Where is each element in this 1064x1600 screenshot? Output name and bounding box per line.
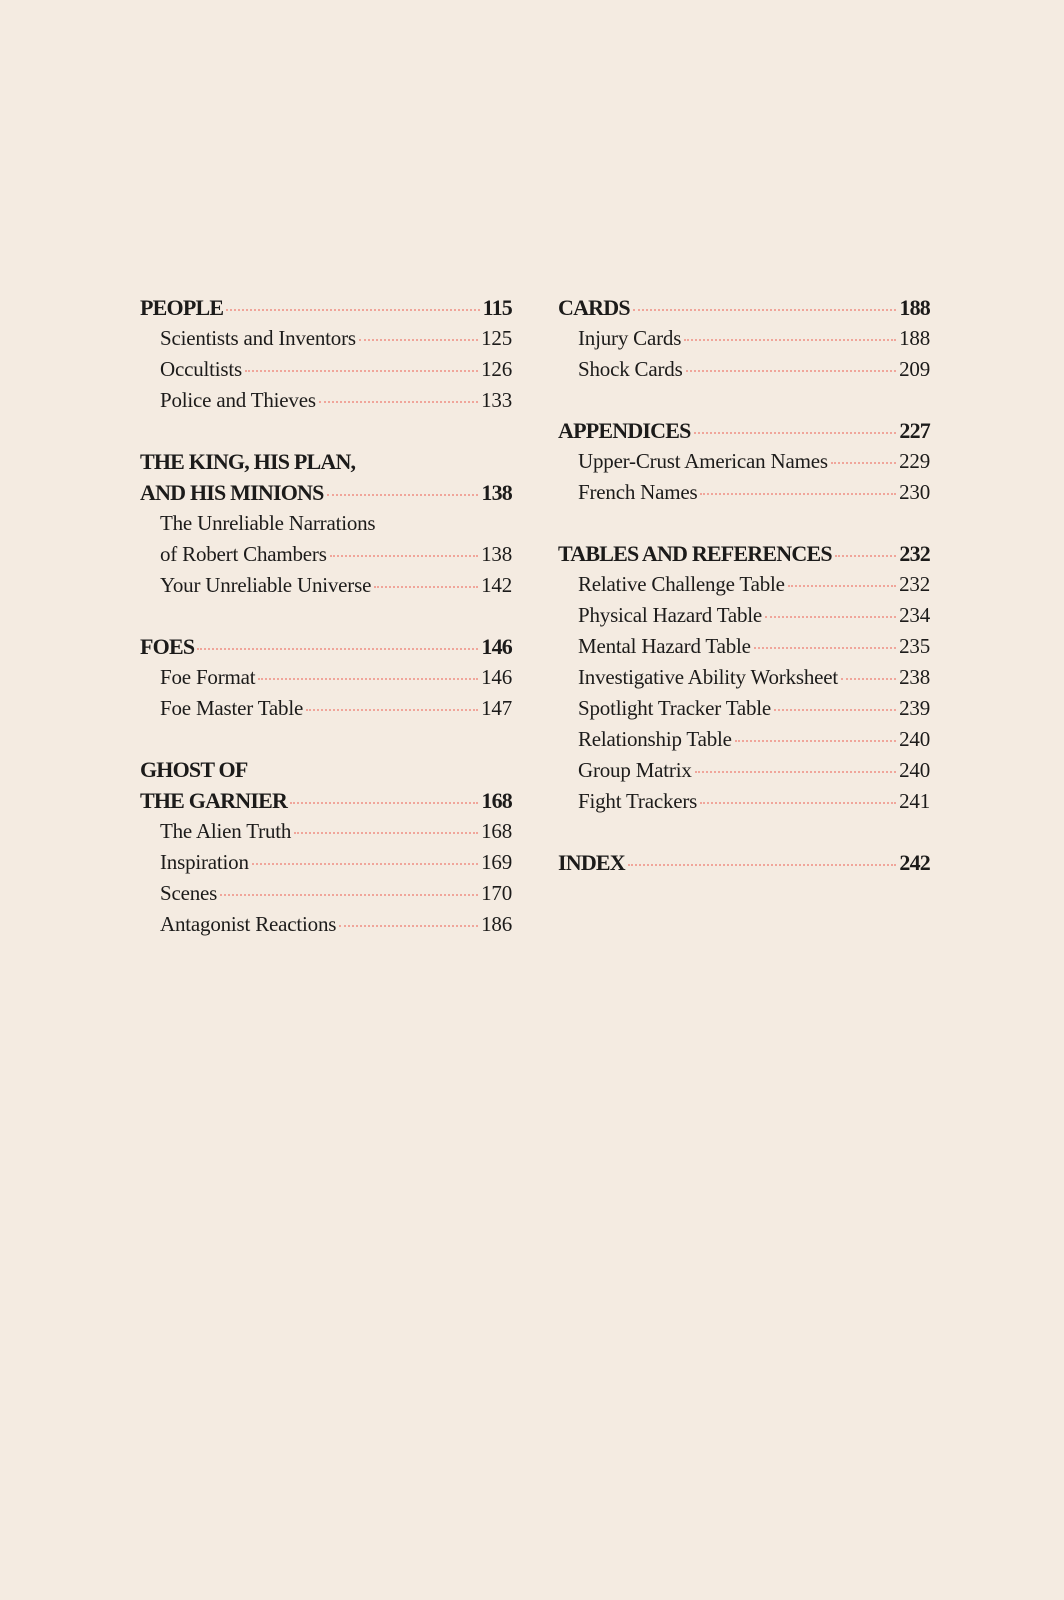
dot-leader (339, 925, 478, 927)
page-number: 138 (481, 542, 512, 566)
toc-entry[interactable] (140, 878, 512, 909)
page-number: 209 (899, 357, 930, 381)
toc-section-people (140, 292, 512, 416)
dot-leader (319, 401, 478, 403)
toc-entry[interactable] (140, 909, 512, 940)
section-title: THE KING, HIS PLAN, (140, 449, 356, 474)
toc-section-index (558, 847, 930, 878)
toc-entry[interactable] (140, 385, 512, 416)
page-number: 229 (899, 449, 930, 473)
toc-section-ghost-of-the-garnier (140, 754, 512, 940)
toc-entry[interactable] (558, 662, 930, 693)
dot-leader (628, 864, 896, 866)
entry-label: Foe Master Table (160, 696, 304, 720)
section-title: FOES (140, 634, 195, 659)
dot-leader (700, 802, 896, 804)
toc-section-heading[interactable] (140, 631, 512, 662)
toc-entry[interactable] (558, 755, 930, 786)
toc-entry[interactable] (558, 323, 930, 354)
page-number: 241 (899, 789, 930, 813)
entry-label: Investigative Ability Worksheet (578, 665, 839, 689)
toc-entry[interactable] (558, 446, 930, 477)
section-title: THE GARNIER (140, 788, 288, 813)
entry-label: The Unreliable Narrations (160, 511, 376, 535)
toc-entry[interactable] (140, 693, 512, 724)
toc-entry[interactable] (558, 354, 930, 385)
dot-leader (306, 709, 478, 711)
section-title: AND HIS MINIONS (140, 480, 324, 505)
page-number: 142 (481, 573, 512, 597)
dot-leader (700, 493, 896, 495)
dot-leader (735, 740, 896, 742)
page-number: 125 (481, 326, 512, 350)
toc-entry[interactable] (140, 662, 512, 693)
entry-label: Upper-Crust American Names (578, 449, 828, 473)
toc-section-heading[interactable] (558, 847, 930, 878)
entry-label: French Names (578, 480, 698, 504)
page-number: 188 (899, 295, 930, 320)
section-title: PEOPLE (140, 295, 224, 320)
entry-label: Your Unreliable Universe (160, 573, 372, 597)
toc-section-heading[interactable] (140, 754, 512, 785)
entry-label: Fight Trackers (578, 789, 698, 813)
toc-entry[interactable] (140, 816, 512, 847)
entry-label: Occultists (160, 357, 242, 381)
entry-label: Antagonist Reactions (160, 912, 337, 936)
section-title: CARDS (558, 295, 630, 320)
section-title: INDEX (558, 850, 625, 875)
dot-leader (694, 432, 897, 434)
entry-label: Physical Hazard Table (578, 603, 763, 627)
toc-entry[interactable] (140, 354, 512, 385)
entry-label: Shock Cards (578, 357, 683, 381)
toc-entry[interactable] (140, 847, 512, 878)
entry-label: Inspiration (160, 850, 249, 874)
table-of-contents (140, 292, 930, 970)
section-title: APPENDICES (558, 418, 691, 443)
page-number: 232 (899, 572, 930, 596)
page-number: 242 (899, 850, 930, 875)
dot-leader (197, 648, 478, 650)
toc-right-column (558, 292, 930, 970)
dot-leader (831, 462, 896, 464)
page-number: 126 (481, 357, 512, 381)
toc-section-heading[interactable] (140, 446, 512, 477)
dot-leader (290, 802, 478, 804)
page-number: 232 (899, 541, 930, 566)
page-number: 169 (481, 850, 512, 874)
dot-leader (835, 555, 897, 557)
toc-entry[interactable] (558, 693, 930, 724)
page-number: 146 (481, 665, 512, 689)
toc-entry[interactable] (558, 569, 930, 600)
toc-entry[interactable] (558, 477, 930, 508)
page-number: 170 (481, 881, 512, 905)
page-number: 147 (481, 696, 512, 720)
page-number: 239 (899, 696, 930, 720)
toc-entry[interactable] (558, 600, 930, 631)
page-number: 234 (899, 603, 930, 627)
dot-leader (765, 616, 896, 618)
dot-leader (686, 370, 897, 372)
entry-label: Police and Thieves (160, 388, 316, 412)
toc-section-appendices (558, 415, 930, 508)
toc-section-the-king-his-plan-and-his-minions (140, 446, 512, 601)
dot-leader (695, 771, 896, 773)
dot-leader (684, 339, 896, 341)
toc-entry[interactable] (140, 508, 512, 539)
toc-left-column (140, 292, 512, 970)
entry-label: Mental Hazard Table (578, 634, 751, 658)
page-number: 240 (899, 758, 930, 782)
dot-leader (788, 585, 896, 587)
page-number: 238 (899, 665, 930, 689)
toc-section-cards (558, 292, 930, 385)
dot-leader (754, 647, 896, 649)
section-title: TABLES AND REFERENCES (558, 541, 832, 566)
dot-leader (245, 370, 478, 372)
toc-entry[interactable] (558, 724, 930, 755)
toc-section-heading[interactable] (558, 292, 930, 323)
dot-leader (359, 339, 478, 341)
toc-section-heading[interactable] (140, 292, 512, 323)
dot-leader (327, 494, 479, 496)
entry-label: Relative Challenge Table (578, 572, 785, 596)
page-number: 188 (899, 326, 930, 350)
dot-leader (258, 678, 478, 680)
dot-leader (774, 709, 896, 711)
page-number: 168 (481, 788, 512, 813)
page-number: 168 (481, 819, 512, 843)
entry-label: Scenes (160, 881, 218, 905)
page-number: 146 (481, 634, 512, 659)
entry-label: Injury Cards (578, 326, 682, 350)
entry-label: of Robert Chambers (160, 542, 327, 566)
page-number: 240 (899, 727, 930, 751)
page-number: 115 (482, 295, 512, 320)
dot-leader (374, 586, 478, 588)
toc-entry[interactable] (558, 631, 930, 662)
page-number: 227 (899, 418, 930, 443)
toc-entry[interactable] (558, 786, 930, 817)
entry-label: The Alien Truth (160, 819, 292, 843)
page-number: 138 (481, 480, 512, 505)
entry-label: Spotlight Tracker Table (578, 696, 772, 720)
entry-label: Relationship Table (578, 727, 732, 751)
dot-leader (226, 309, 479, 311)
page-number: 186 (481, 912, 512, 936)
page-number: 235 (899, 634, 930, 658)
dot-leader (252, 863, 478, 865)
dot-leader (294, 832, 478, 834)
toc-section-heading[interactable] (140, 477, 512, 508)
entry-label: Group Matrix (578, 758, 692, 782)
toc-entry[interactable] (140, 570, 512, 601)
toc-section-tables-and-references (558, 538, 930, 817)
toc-entry[interactable] (140, 323, 512, 354)
toc-section-heading[interactable] (558, 415, 930, 446)
section-title: GHOST OF (140, 757, 248, 782)
toc-section-heading[interactable] (558, 538, 930, 569)
toc-section-foes (140, 631, 512, 724)
page-number: 133 (481, 388, 512, 412)
entry-label: Scientists and Inventors (160, 326, 356, 350)
toc-entry[interactable] (140, 539, 512, 570)
dot-leader (330, 555, 478, 557)
entry-label: Foe Format (160, 665, 256, 689)
page-number: 230 (899, 480, 930, 504)
dot-leader (220, 894, 478, 896)
dot-leader (841, 678, 896, 680)
toc-section-heading[interactable] (140, 785, 512, 816)
dot-leader (633, 309, 897, 311)
